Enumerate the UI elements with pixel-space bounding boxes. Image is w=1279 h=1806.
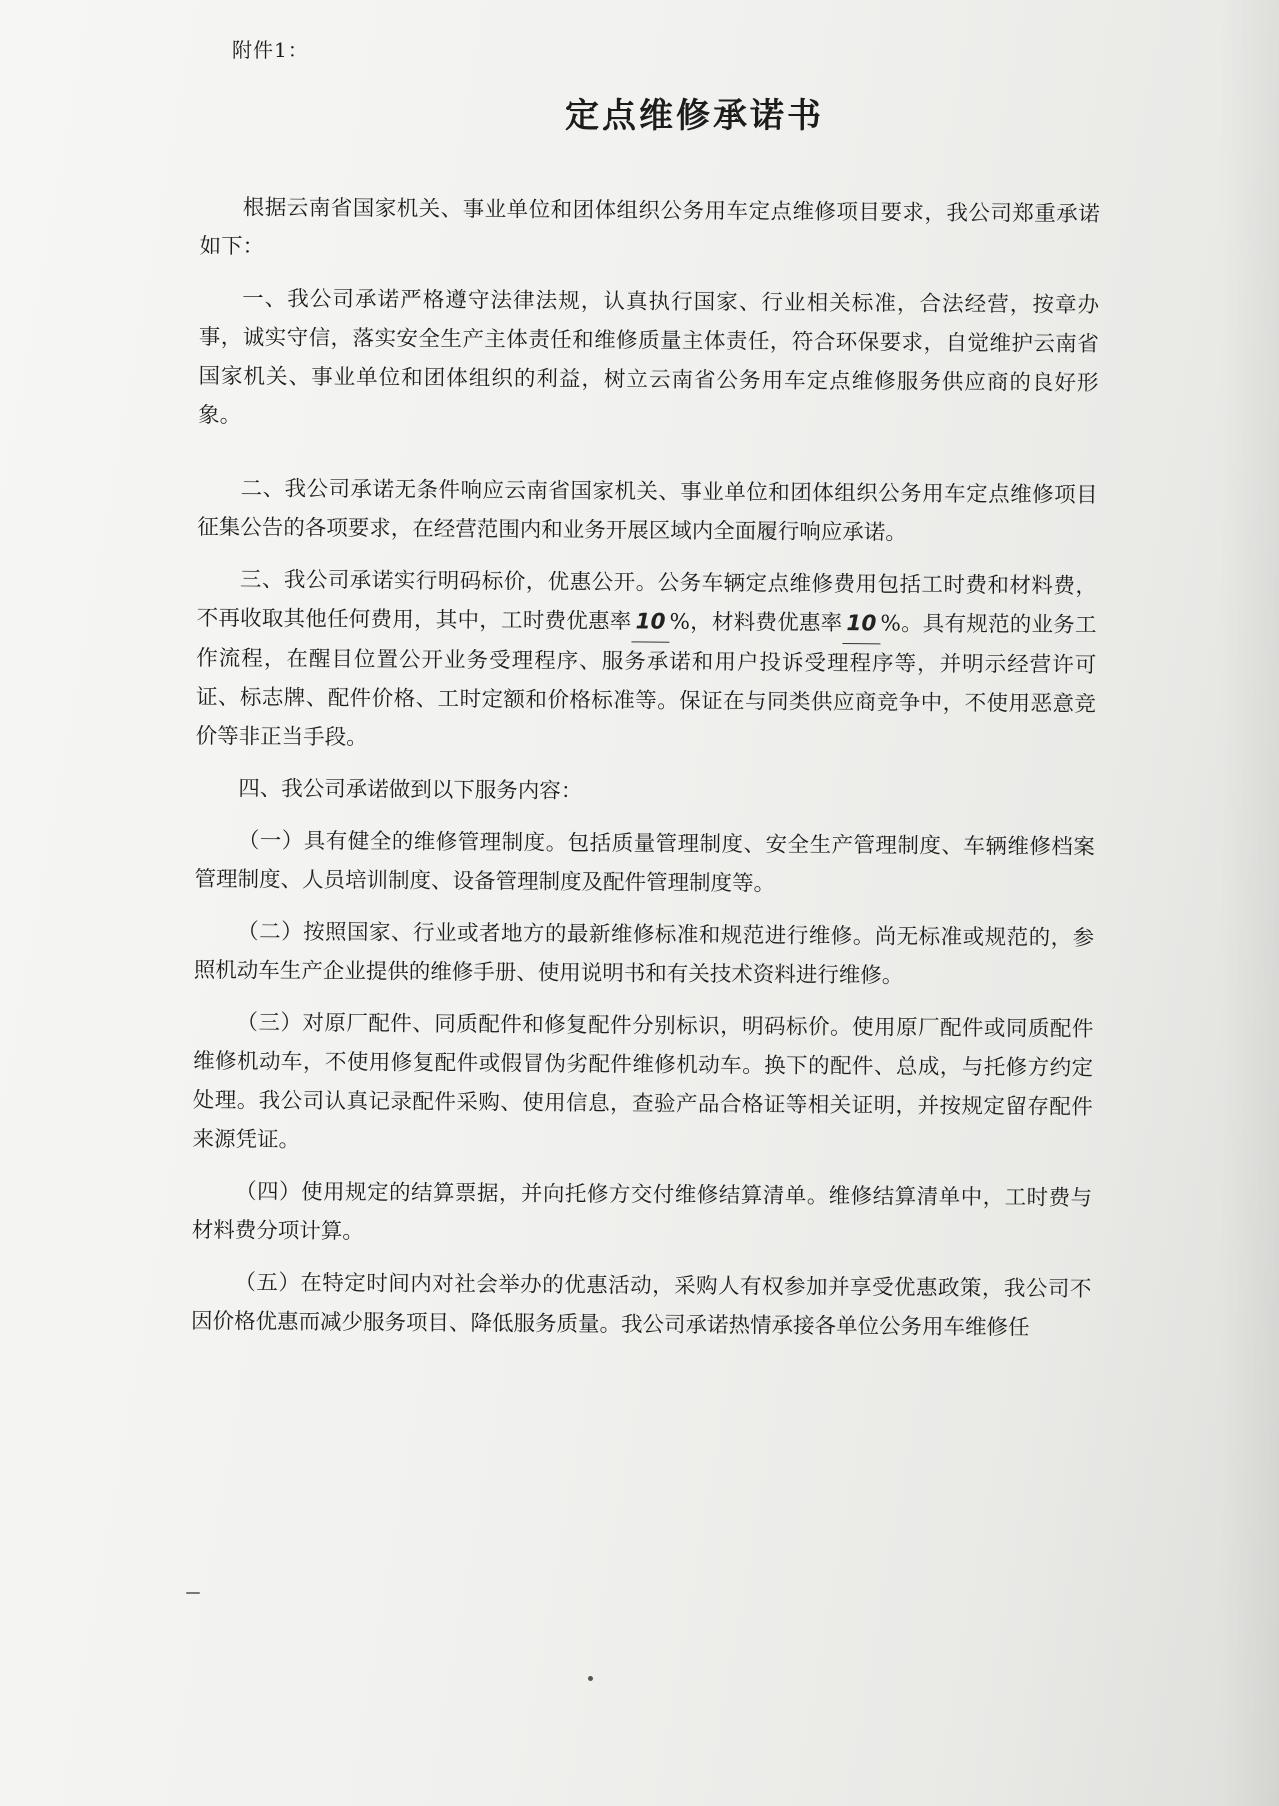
- clause-1: 一、我公司承诺严格遵守法律法规，认真执行国家、行业相关标准，合法经营，按章办事，诚实守信，落实安全生产主体责任和维修质量主体责任，符合环保要求，自觉维护云南省国家机关、事业单位和团体组织的利益，树立云南省公务用车定点维修服务供应商的良好形象。: [198, 286, 1100, 429]
- sub-clause-4: （四）使用规定的结算票据，并向托修方交付维修结算清单。维修结算清单中，工时费与材料费分项计算。: [191, 1179, 1093, 1245]
- clause-2: 二、我公司承诺无条件响应云南省国家机关、事业单位和团体组织公务用车定点维修项目征集公告的各项要求，在经营范围内和业务开展区域内全面履行响应承诺。: [197, 476, 1098, 546]
- clause-4-heading: 四、我公司承诺做到以下服务内容：: [238, 776, 583, 805]
- sub-clause-2: （二）按照国家、行业或者地方的最新维修标准和规范进行维修。尚无标准或规范的，参照机动车生产企业提供的维修手册、使用说明书和有关技术资料进行维修。: [193, 919, 1095, 989]
- clause-3: [196, 560, 1098, 763]
- sub-clause-5: （五）在特定时间内对社会举办的优惠活动，采购人有权参加并享受优惠政策，我公司不因价格优惠而减少服务项目、降低服务质量。我公司承诺热情承接各单位公务用车维修任: [190, 1270, 1092, 1341]
- paper-speck: [588, 1676, 593, 1681]
- page-title: 定点维修承诺书: [565, 96, 824, 136]
- labor-discount-field: 10: [631, 602, 669, 642]
- clause-3-text-c: %。具有规范的业务工作流程，在醒目位置公开业务受理程序、服务承诺和用户投诉受理程序等，并明示经营许可证、标志牌、配件价格、工时定额和价格标准等。保证在与同类供应商竞争中，不使用恶意竞价等非正当手段。: [195, 611, 1097, 751]
- attachment-label: 附件1：: [232, 38, 309, 62]
- clause-3-text-a: 三、我公司承诺实行明码标价，优惠公开。公务车辆定点维修费用包括工时费和材料费，不再收取其他任何费用，其中，工时费优惠率: [196, 567, 1097, 635]
- paper-mark: [186, 1592, 200, 1594]
- intro-paragraph: 根据云南省国家机关、事业单位和团体组织公务用车定点维修项目要求，我公司郑重承诺如下：: [199, 195, 1100, 260]
- sub-clause-1: （一）具有健全的维修管理制度。包括质量管理制度、安全生产管理制度、车辆维修档案管理制度、人员培训制度、设备管理制度及配件管理制度等。: [194, 828, 1095, 897]
- material-discount-field: 10: [842, 604, 880, 644]
- document-body: [191, 188, 1100, 1361]
- page-shadow: [1219, 0, 1279, 1806]
- sub-clause-3: （三）对原厂配件、同质配件和修复配件分别标识，明码标价。使用原厂配件或同质配件维修机动车，不使用修复配件或假冒伪劣配件维修机动车。换下的配件、总成，与托修方约定处理。我公司认真记录配件采购、使用信息，查验产品合格证等相关证明，并按规定留存配件来源凭证。: [192, 1010, 1094, 1153]
- clause-3-text-b: %，材料费优惠率: [669, 609, 843, 637]
